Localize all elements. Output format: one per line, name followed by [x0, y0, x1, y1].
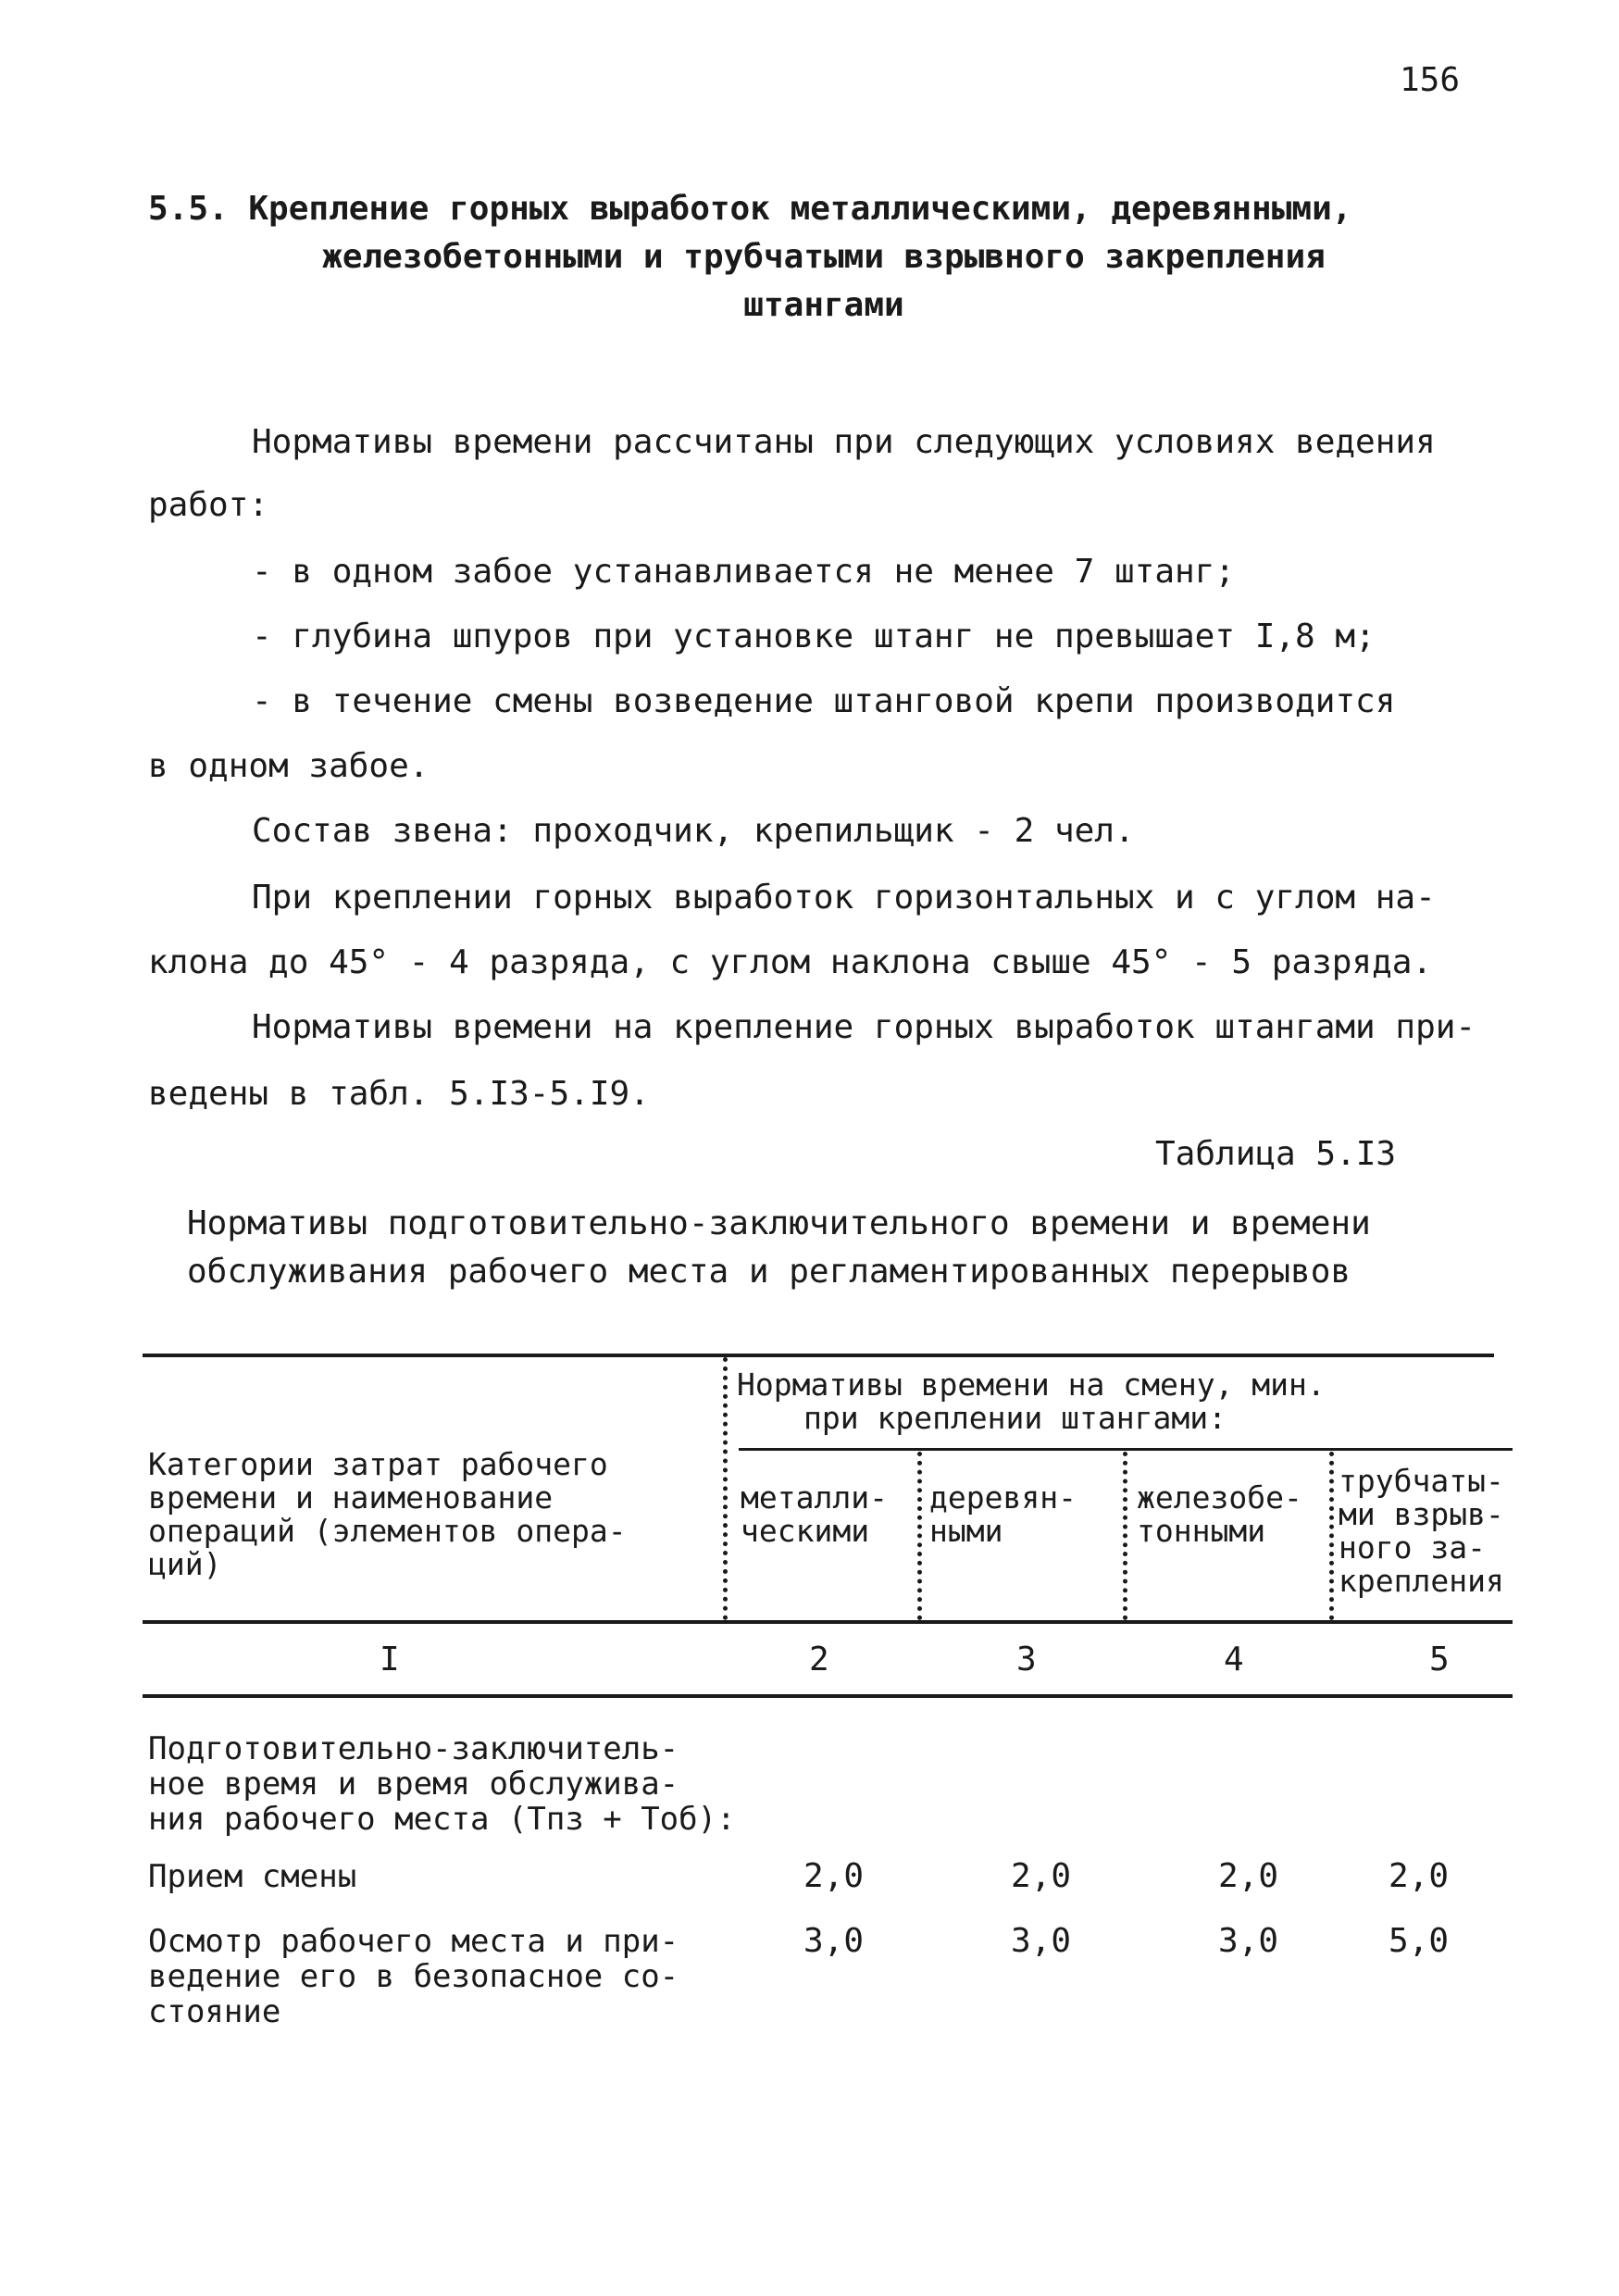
- section-heading: [148, 185, 1463, 330]
- heading-line: 5.5. Крепление горных выработок металлическими, деревянными,: [148, 190, 1352, 228]
- header-line: ного за-: [1339, 1529, 1486, 1566]
- heading-line: железобетонными и трубчатыми взрывного закрепления: [322, 238, 1326, 276]
- paragraph-line: Состав звена: проходчик, крепильщик - 2 чел.: [252, 812, 1135, 850]
- header-line: Нормативы времени на смену, мин.: [737, 1366, 1326, 1403]
- table-cell: 2,0: [1389, 1857, 1450, 1895]
- paragraph-line: При креплении горных выработок горизонтальных и с углом на-: [252, 879, 1436, 917]
- header-line: ций): [148, 1546, 222, 1582]
- label-line: ния рабочего места (Tпз + Tоб):: [148, 1801, 736, 1838]
- heading-line: штангами: [743, 286, 904, 324]
- column-number: 5: [1429, 1641, 1450, 1678]
- column-number: 2: [809, 1641, 829, 1678]
- header-group: [737, 1368, 1326, 1435]
- header-line: при креплении штангами:: [803, 1400, 1227, 1436]
- header-line: ми взрыв-: [1339, 1496, 1504, 1532]
- table-cell: 3,0: [1011, 1922, 1072, 1960]
- header-line: деревян-: [929, 1479, 1077, 1516]
- header-line: трубчаты-: [1339, 1463, 1504, 1499]
- column-number: I: [380, 1641, 400, 1678]
- header-metal: [741, 1481, 888, 1548]
- header-line: ческими: [741, 1513, 870, 1549]
- page-number: 156: [1400, 61, 1461, 99]
- column-divider: [1329, 1452, 1334, 1620]
- header-line: металли-: [741, 1479, 888, 1516]
- list-item: - в одном забое устанавливается не менее 7 штанг;: [252, 553, 1236, 591]
- table-caption: Таблица 5.I3: [1155, 1135, 1397, 1173]
- table-title: [187, 1200, 1371, 1296]
- column-divider: [1123, 1452, 1127, 1620]
- paragraph-line: в одном забое.: [148, 747, 430, 785]
- header-line: железобе-: [1137, 1479, 1302, 1516]
- label-line: Осмотр рабочего места и при-: [148, 1923, 679, 1960]
- row-label: [148, 1859, 750, 1894]
- table-title-line: обслуживания рабочего места и регламентированных перерывов: [187, 1253, 1351, 1291]
- table-cell: 2,0: [803, 1857, 865, 1895]
- list-item: - глубина шпуров при установке штанг не превышает I,8 м;: [252, 618, 1376, 655]
- header-tubular: [1339, 1465, 1504, 1598]
- column-number: 4: [1224, 1641, 1244, 1678]
- header-line: Категории затрат рабочего: [148, 1446, 608, 1482]
- column-divider: [723, 1357, 728, 1620]
- label-line: Прием смены: [148, 1858, 357, 1895]
- table-cell: 2,0: [1218, 1857, 1279, 1895]
- header-line: времени и наименование: [148, 1479, 554, 1516]
- header-line: ными: [929, 1513, 1003, 1549]
- row-label: [148, 1924, 750, 2029]
- label-line: ведение его в безопасное со-: [148, 1958, 679, 1995]
- label-line: ное время и время обслужива-: [148, 1766, 679, 1803]
- table-rule: [143, 1354, 1494, 1357]
- table-title-line: Нормативы подготовительно-заключительного времени и времени: [187, 1204, 1371, 1242]
- header-line: операций (элементов опера-: [148, 1513, 627, 1549]
- header-line: крепления: [1339, 1563, 1504, 1599]
- paragraph-line: Нормативы времени рассчитаны при следующих условиях ведения: [252, 423, 1436, 461]
- header-concrete: [1137, 1481, 1302, 1548]
- table-cell: 5,0: [1389, 1922, 1450, 1960]
- column-number: 3: [1016, 1641, 1037, 1678]
- table-rule: [143, 1620, 1513, 1624]
- table-rule: [143, 1694, 1513, 1698]
- label-line: стояние: [148, 1993, 281, 2030]
- label-line: Подготовительно-заключитель-: [148, 1730, 679, 1767]
- table-rule: [739, 1448, 1513, 1451]
- table-cell: 2,0: [1011, 1857, 1072, 1895]
- header-wood: [929, 1481, 1077, 1548]
- column-divider: [917, 1452, 922, 1620]
- header-category: [148, 1448, 627, 1581]
- paragraph-line: клона до 45° - 4 разряда, с углом наклона свыше 45° - 5 разряда.: [148, 943, 1433, 981]
- list-item: - в течение смены возведение штанговой крепи производится: [252, 682, 1396, 720]
- table-cell: 3,0: [803, 1922, 865, 1960]
- section-label: [148, 1731, 750, 1837]
- header-line: тонными: [1137, 1513, 1266, 1549]
- paragraph-line: работ:: [148, 486, 269, 524]
- paragraph-line: ведены в табл. 5.I3-5.I9.: [148, 1075, 650, 1113]
- table-cell: 3,0: [1218, 1922, 1279, 1960]
- paragraph-line: Нормативы времени на крепление горных выработок штангами при-: [252, 1008, 1476, 1046]
